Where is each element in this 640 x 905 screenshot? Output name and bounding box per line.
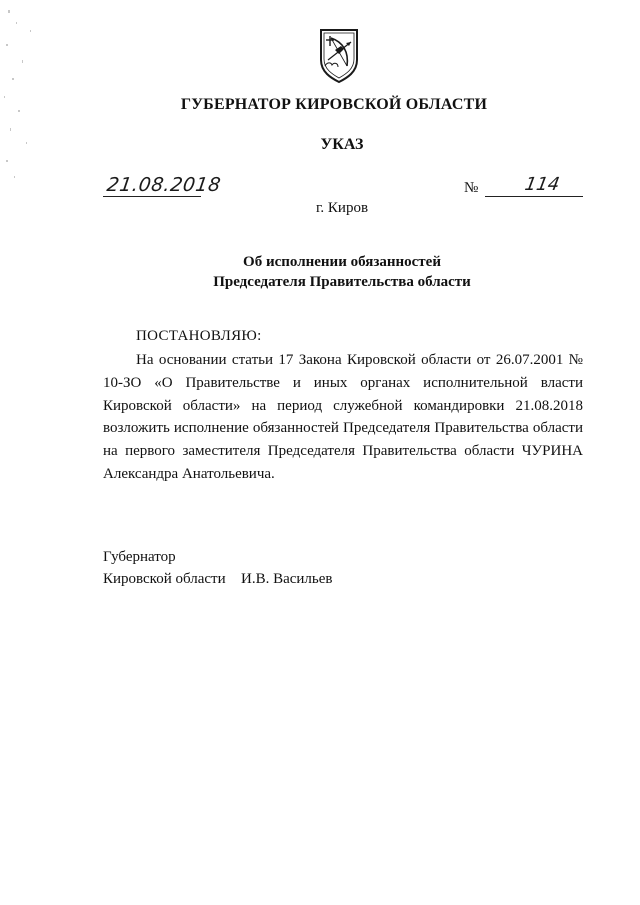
signatory-title-line-1: Губернатор <box>103 549 176 565</box>
document-date-field <box>103 172 223 202</box>
handwritten-number: 114 <box>523 174 562 195</box>
body-paragraph: На основании статьи 17 Закона Кировской области от 26.07.2001 № 10-ЗО «О Правительстве и иных органах исполнительной власти Кировской области» на период служебной командировки 21.08.2018 возложить исполнение обязанностей Председателя Правительства области на первого заместителя Председателя Правительства области ЧУРИНА Александра Анатольевича. <box>103 352 583 482</box>
number-label: № <box>464 180 479 196</box>
document-subject <box>0 252 640 292</box>
number-underline <box>485 196 583 197</box>
city: г. Киров <box>315 200 369 216</box>
signatory-title <box>103 546 226 590</box>
coat-of-arms-icon <box>317 26 361 84</box>
subject-line-1: Об исполнении обязанностей <box>243 254 441 270</box>
handwritten-date: 21.08.2018 <box>105 174 223 196</box>
signatory-name: И.В. Васильев <box>241 571 333 587</box>
date-underline <box>103 196 201 197</box>
document-type: УКАЗ <box>320 136 364 153</box>
subject-line-2: Председателя Правительства области <box>213 274 471 290</box>
issuing-authority: ГУБЕРНАТОР КИРОВСКОЙ ОБЛАСТИ <box>180 96 488 113</box>
decree-word: ПОСТАНОВЛЯЮ: <box>136 328 262 344</box>
signatory-title-line-2: Кировской области <box>103 571 226 587</box>
